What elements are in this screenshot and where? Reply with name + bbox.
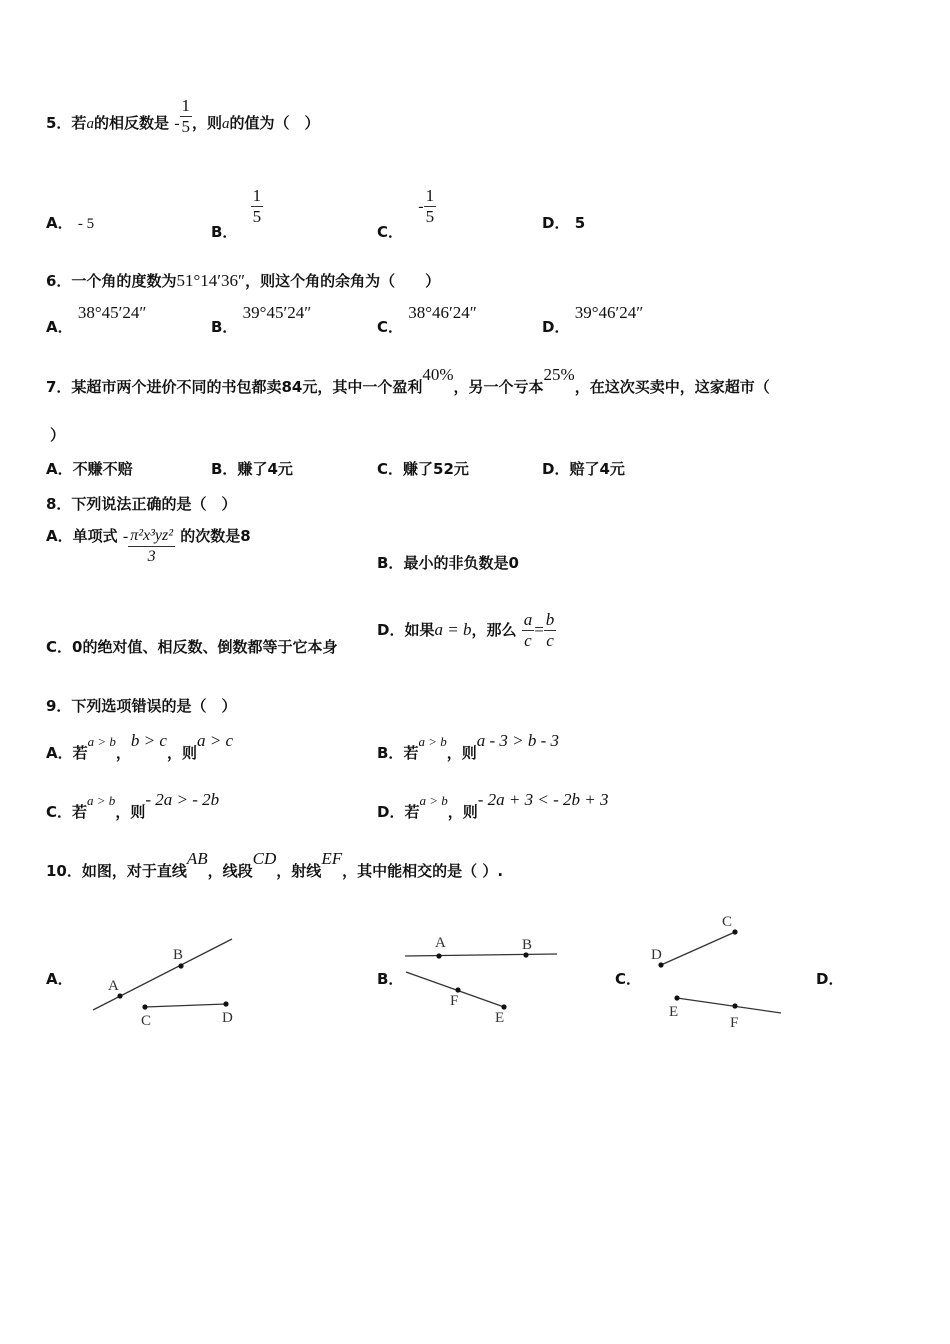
q8-option-c[interactable] [46, 636, 337, 657]
label-c: C [722, 914, 733, 930]
q9-a-cond1: a > b [87, 734, 116, 749]
q8-d-mid: ，那么 [471, 621, 517, 639]
frac-num: 1 [425, 186, 435, 205]
q6-option-b[interactable] [211, 302, 312, 336]
q10-option-a-label[interactable]: A． [46, 970, 73, 988]
q8-option-d[interactable] [377, 610, 556, 651]
q6-stem-pre: 6．一个角的度数为 [46, 272, 177, 290]
q10-figure-c [645, 905, 790, 1030]
point-d [223, 1001, 228, 1006]
ray-ef [677, 998, 781, 1013]
q7-option-c[interactable] [377, 458, 469, 479]
q10-stem-pre: 10．如图，对于直线 [46, 862, 187, 880]
point-e [674, 995, 679, 1000]
label-d: D [222, 1010, 233, 1026]
q9-ze: ，则 [166, 744, 197, 762]
option-label: A． [46, 527, 73, 545]
q8-d-equals: = [534, 620, 544, 639]
q9-option-c[interactable] [46, 789, 220, 821]
q7-stem-wrap: ） [50, 426, 66, 444]
option-value: 赔了4元 [569, 460, 625, 478]
option-value: 38°46′24″ [408, 303, 477, 322]
q7-option-d[interactable] [542, 458, 625, 479]
q9-d-result: - 2a + 3 < - 2b + 3 [477, 790, 609, 809]
label-f: F [730, 1015, 739, 1030]
q9-b-cond1: a > b [418, 734, 447, 749]
frac-num: 1 [252, 186, 262, 205]
option-label: C． [377, 318, 404, 336]
label-b: B [522, 937, 533, 953]
option-label: A． [46, 744, 73, 762]
segment-cd [145, 1004, 226, 1007]
q7-option-b[interactable] [211, 458, 293, 479]
q9-ze: ，则 [446, 744, 477, 762]
option-label: C． [377, 223, 404, 241]
q5-frac-den: 5 [181, 117, 191, 136]
option-label: D． [377, 803, 405, 821]
q8-d-condition: a = b [434, 620, 472, 639]
q6-option-a[interactable] [46, 302, 147, 336]
q9-ruo: 若 [404, 803, 420, 821]
q8-a-neg-sign: - [122, 528, 129, 545]
label-d: D [651, 947, 662, 963]
q9-c-result: - 2a > - 2b [145, 790, 220, 809]
label-f: F [450, 993, 459, 1009]
q9-option-a[interactable] [46, 730, 233, 762]
q9-c-cond1: a > b [87, 793, 116, 808]
point-a [117, 993, 122, 998]
option-value: 赚了4元 [237, 460, 293, 478]
label-e: E [495, 1010, 505, 1026]
q10-stem-post: ，其中能相交的是（ ）. [342, 862, 504, 880]
q6-stem-post: ，则这个角的余角为（ ） [245, 272, 441, 290]
option-label: B． [211, 318, 238, 336]
q5-var-a2: a [222, 116, 230, 132]
option-label: A． [46, 460, 73, 478]
q6-option-d[interactable] [542, 302, 644, 336]
q5-var-a: a [86, 116, 94, 132]
q7-pct-loss: 25% [543, 365, 575, 384]
option-label: A． [46, 318, 73, 336]
q10-segment-cd: CD [252, 849, 277, 868]
q9-option-b[interactable] [377, 730, 560, 762]
q10-option-b-label[interactable]: B． [377, 970, 404, 988]
question-8: 8．下列说法正确的是（ ） [46, 495, 237, 513]
option-label: B． [377, 554, 404, 572]
point-f [455, 987, 460, 992]
q5-option-b[interactable] [211, 186, 263, 241]
option-value: 38°45′24″ [77, 303, 147, 322]
q5-option-d[interactable] [542, 212, 585, 233]
q8-a-fraction [128, 526, 175, 567]
option-fraction [424, 186, 437, 227]
option-label: A． [46, 214, 73, 232]
frac-den: c [546, 631, 554, 650]
point-b [523, 952, 528, 957]
q10-mid2: ，射线 [276, 862, 322, 880]
frac-den: 3 [147, 548, 156, 565]
q9-b-result: a - 3 > b - 3 [476, 731, 560, 750]
option-label: B． [377, 744, 404, 762]
q5-stem-pre: 5．若 [46, 114, 87, 132]
q6-angle: 51°14′36″ [176, 271, 246, 290]
q10-option-d-label[interactable]: D． [816, 970, 844, 988]
option-label: D． [542, 460, 570, 478]
option-value: 0的绝对值、相反数、倒数都等于它本身 [72, 638, 338, 656]
q8-option-a[interactable] [46, 526, 251, 567]
option-fraction [251, 186, 264, 227]
q10-mid1: ，线段 [207, 862, 253, 880]
q9-d-cond1: a > b [419, 793, 448, 808]
option-label: B． [211, 460, 238, 478]
label-e: E [669, 1004, 679, 1020]
q5-stem-end: 的值为（ ） [229, 114, 320, 132]
option-label: D． [542, 214, 570, 232]
option-label: D． [542, 318, 570, 336]
option-neg-sign: - [418, 198, 424, 215]
q7-stem-post: ，在这次买卖中，这家超市（ [574, 378, 770, 396]
q5-frac-num: 1 [181, 96, 191, 115]
frac-den: c [524, 631, 532, 650]
line-ab [405, 954, 557, 956]
q7-stem-mid: ，另一个亏本 [453, 378, 544, 396]
question-9: 9．下列选项错误的是（ ） [46, 697, 237, 715]
frac-num: b [545, 610, 555, 629]
point-b [178, 963, 183, 968]
label-a: A [108, 978, 119, 994]
q9-a-cond2: b > c [130, 731, 167, 750]
q10-option-c-label[interactable]: C． [615, 970, 642, 988]
label-b: B [173, 947, 184, 963]
label-c: C [141, 1013, 152, 1029]
option-value: 39°46′24″ [574, 303, 644, 322]
q5-option-a[interactable] [46, 212, 94, 233]
option-value: 不赚不赔 [72, 460, 133, 478]
q9-ze: ，则 [447, 803, 478, 821]
q5-neg-sign: - [174, 115, 180, 132]
option-label: B． [211, 223, 238, 241]
q9-ze: ，则 [115, 803, 146, 821]
option-value: 赚了52元 [403, 460, 469, 478]
point-e [501, 1004, 506, 1009]
q9-ruo: 若 [72, 803, 88, 821]
option-label: C． [46, 638, 73, 656]
q9-ruo: 若 [72, 744, 88, 762]
q8-d-pre: 如果 [404, 621, 435, 639]
q5-stem-mid: 的相反数是 [93, 114, 169, 132]
point-d [658, 962, 663, 967]
q8-option-b[interactable] [377, 552, 519, 573]
q5-fraction [180, 96, 193, 137]
q10-figure-a [85, 930, 245, 1030]
point-f [732, 1003, 737, 1008]
question-10 [46, 848, 504, 880]
frac-den: 5 [425, 207, 435, 226]
q6-option-c[interactable] [377, 302, 477, 336]
q5-stem-post: ，则 [192, 114, 223, 132]
segment-cd [661, 932, 735, 965]
question-7 [46, 364, 770, 396]
frac-den: 5 [252, 207, 262, 226]
question-6 [46, 270, 440, 291]
q10-figure-b [400, 930, 565, 1030]
q5-option-c[interactable] [377, 186, 436, 241]
q8-d-fraction-right [544, 610, 557, 651]
q10-line-ab: AB [186, 849, 208, 868]
option-value: 5 [574, 214, 586, 232]
point-c [732, 929, 737, 934]
line-ab [93, 939, 232, 1010]
q7-option-a[interactable] [46, 458, 133, 479]
point-c [142, 1004, 147, 1009]
option-value: 39°45′24″ [242, 303, 312, 322]
frac-num: π²x³yz² [128, 526, 175, 547]
q9-ruo: 若 [403, 744, 419, 762]
option-label: C． [46, 803, 73, 821]
frac-num: a [523, 610, 533, 629]
question-5 [46, 96, 320, 137]
option-value: 最小的非负数是0 [403, 554, 519, 572]
label-a: A [435, 935, 446, 951]
option-value: - 5 [77, 216, 95, 232]
option-label: C． [377, 460, 404, 478]
q7-stem-pre: 7．某超市两个进价不同的书包都卖84元，其中一个盈利 [46, 378, 423, 396]
option-label: D． [377, 621, 405, 639]
q9-a-comma: ， [115, 744, 131, 762]
q7-pct-profit: 40% [422, 365, 454, 384]
q8-d-fraction-left [522, 610, 535, 651]
q9-option-d[interactable] [377, 789, 609, 821]
q8-a-post: 的次数是8 [180, 527, 251, 545]
q8-a-pre: 单项式 [72, 527, 118, 545]
q9-a-result: a > c [196, 731, 233, 750]
q10-ray-ef: EF [321, 849, 343, 868]
point-a [436, 953, 441, 958]
